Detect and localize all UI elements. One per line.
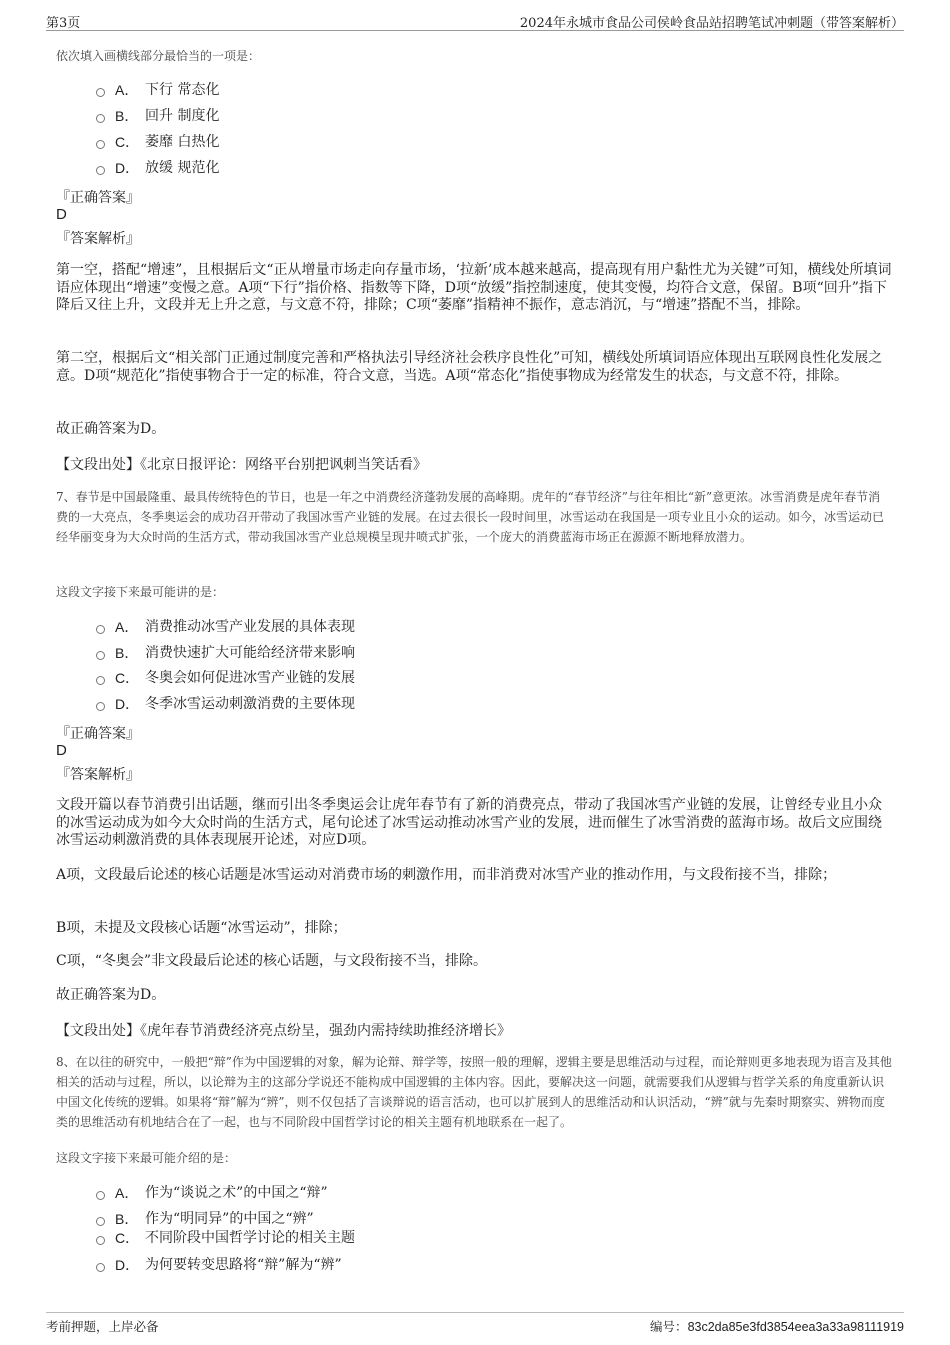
page-number: 第3页 xyxy=(46,16,81,31)
q7-option-b[interactable]: B． 消费快速扩大可能给经济带来影响 xyxy=(96,643,355,663)
q6-answer: D xyxy=(56,206,67,223)
q6-source: 【文段出处】《北京日报评论：网络平台别把讽刺当笑话看》 xyxy=(56,457,427,473)
q7-answer-label: 『正确答案』 xyxy=(56,726,140,742)
q7-analysis-p3: B项，未提及文段核心话题“冰雪运动”，排除； xyxy=(56,920,347,936)
radio-icon[interactable] xyxy=(96,625,105,634)
q6-option-a[interactable]: A． 下行 常态化 xyxy=(96,80,219,100)
q7-analysis-p2: A项，文段最后论述的核心话题是冰雪运动对消费市场的刺激作用，而非消费对冰雪产业的推动作用，与文段衔接不当，排除； xyxy=(56,867,837,883)
q7-analysis-p4: C项，“冬奥会”非文段最后论述的核心话题，与文段衔接不当，排除。 xyxy=(56,953,488,969)
document-title: 2024年永城市食品公司侯岭食品站招聘笔试冲刺题（带答案解析） xyxy=(519,16,904,31)
q7-option-d[interactable]: D． 冬季冰雪运动刺激消费的主要体现 xyxy=(96,694,355,714)
q8-prompt: 这段文字接下来最可能介绍的是： xyxy=(56,1151,237,1165)
q6-analysis-label: 『答案解析』 xyxy=(56,231,140,247)
q7-conclusion: 故正确答案为D。 xyxy=(56,987,166,1003)
radio-icon[interactable] xyxy=(96,140,105,149)
page-header xyxy=(46,12,904,31)
radio-icon[interactable] xyxy=(96,1263,105,1272)
q7-analysis-p1: 文段开篇以春节消费引出话题，继而引出冬季奥运会让虎年春节有了新的消费亮点，带动了我国冰雪产业链的发展，让曾经专业且小众的冰雪运动成为如今大众时尚的生活方式，尾句论述了冰雪运动推动冰雪产业的发展，进而催生了冰雪消费的蓝海市场。故后文应围绕冰雪运动刺激消费的具体表现展开论述，对应D项。 xyxy=(56,797,882,848)
document-code xyxy=(650,1317,904,1335)
q7-answer: D xyxy=(56,742,67,759)
page-footer xyxy=(46,1312,904,1334)
radio-icon[interactable] xyxy=(96,1217,105,1226)
q7-option-c[interactable]: C． 冬奥会如何促进冰雪产业链的发展 xyxy=(96,668,355,688)
q6-option-c[interactable]: C． 萎靡 白热化 xyxy=(96,132,219,152)
radio-icon[interactable] xyxy=(96,1191,105,1200)
radio-icon[interactable] xyxy=(96,676,105,685)
radio-icon[interactable] xyxy=(96,702,105,711)
code-value: 83c2da85e3fd3854eea3a33a98111919 xyxy=(687,1320,904,1334)
q8-option-a[interactable]: A． 作为“谈说之术”的中国之“辩” xyxy=(96,1183,328,1203)
q8-stem: 8、在以往的研究中，一般把“辩”作为中国逻辑的对象，解为论辩、辩学等，按照一般的理解，逻辑主要是思维活动与过程，而论辩则更多地表现为语言及其他相关的活动与过程，所以，以论辩为主的这部分学说还不能构成中国逻辑的主体内容。因此，要解决这一问题，就需要我们从逻辑与哲学关系的角度重新认识中国文化传统的逻辑。如果将“辩”解为“辨”，则不仅包括了言谈辩说的语言活动，也可以扩展到人的思维活动和认识活动，“辨”就与先秦时期察实、辨物而度类的思维活动有机地结合在了一起，也与不同阶段中国哲学讨论的相关主题有机地联系在一起了。 xyxy=(56,1055,892,1129)
q7-analysis-label: 『答案解析』 xyxy=(56,767,140,783)
q6-analysis-p2: 第二空，根据后文“相关部门正通过制度完善和严格执法引导经济社会秩序良性化”可知，横线处所填词语应体现出互联网良性化发展之意。D项“规范化”指使事物合于一定的标准，符合文意，当选。A项“常态化”指使事物成为经常发生的状态，与文意不符，排除。 xyxy=(56,350,883,384)
q7-source: 【文段出处】《虎年春节消费经济亮点纷呈，强劲内需持续助推经济增长》 xyxy=(56,1023,511,1039)
q6-conclusion: 故正确答案为D。 xyxy=(56,421,166,437)
q8-option-b[interactable]: B． 作为“明同异”的中国之“辨” xyxy=(96,1209,314,1229)
radio-icon[interactable] xyxy=(96,114,105,123)
footer-slogan: 考前押题，上岸必备 xyxy=(46,1319,159,1334)
code-label: 编号： xyxy=(650,1319,688,1334)
q6-prompt: 依次填入画横线部分最恰当的一项是： xyxy=(56,49,261,63)
radio-icon[interactable] xyxy=(96,88,105,97)
q6-option-b[interactable]: B． 回升 制度化 xyxy=(96,106,219,126)
q7-prompt: 这段文字接下来最可能讲的是： xyxy=(56,585,225,599)
radio-icon[interactable] xyxy=(96,1236,105,1245)
q6-option-d[interactable]: D． 放缓 规范化 xyxy=(96,158,219,178)
q8-option-d[interactable]: D． 为何要转变思路将“辩”解为“辨” xyxy=(96,1255,342,1275)
q6-answer-label: 『正确答案』 xyxy=(56,190,140,206)
radio-icon[interactable] xyxy=(96,651,105,660)
q7-option-a[interactable]: A． 消费推动冰雪产业发展的具体表现 xyxy=(96,617,355,637)
q8-option-c[interactable]: C． 不同阶段中国哲学讨论的相关主题 xyxy=(96,1228,355,1248)
q6-analysis-p1: 第一空，搭配“增速”，且根据后文“正从增量市场走向存量市场，‘拉新’成本越来越高，提高现有用户黏性尤为关键”可知，横线处所填词语应体现出“增速”变慢之意。A项“下行”指价格、指数等下降，D项“放缓”指控制速度，使其变慢，均符合文意，保留。B项“回升”指下降后又往上升，文段并无上升之意，与文意不符，排除；C项“萎靡”指精神不振作，意志消沉，与“增速”搭配不当，排除。 xyxy=(56,262,892,313)
q7-stem: 7、春节是中国最隆重、最具传统特色的节日，也是一年之中消费经济蓬勃发展的高峰期。虎年的“春节经济”与往年相比“新”意更浓。冰雪消费是虎年春节消费的一大亮点，冬季奥运会的成功召开带动了我国冰雪产业链的发展。在过去很长一段时间里，冰雪运动在我国是一项专业且小众的运动。如今，冰雪运动已经华丽变身为大众时尚的生活方式，带动我国冰雪产业总规模呈现井喷式扩张，一个庞大的消费蓝海市场正在源源不断地释放潜力。 xyxy=(56,490,885,544)
radio-icon[interactable] xyxy=(96,166,105,175)
